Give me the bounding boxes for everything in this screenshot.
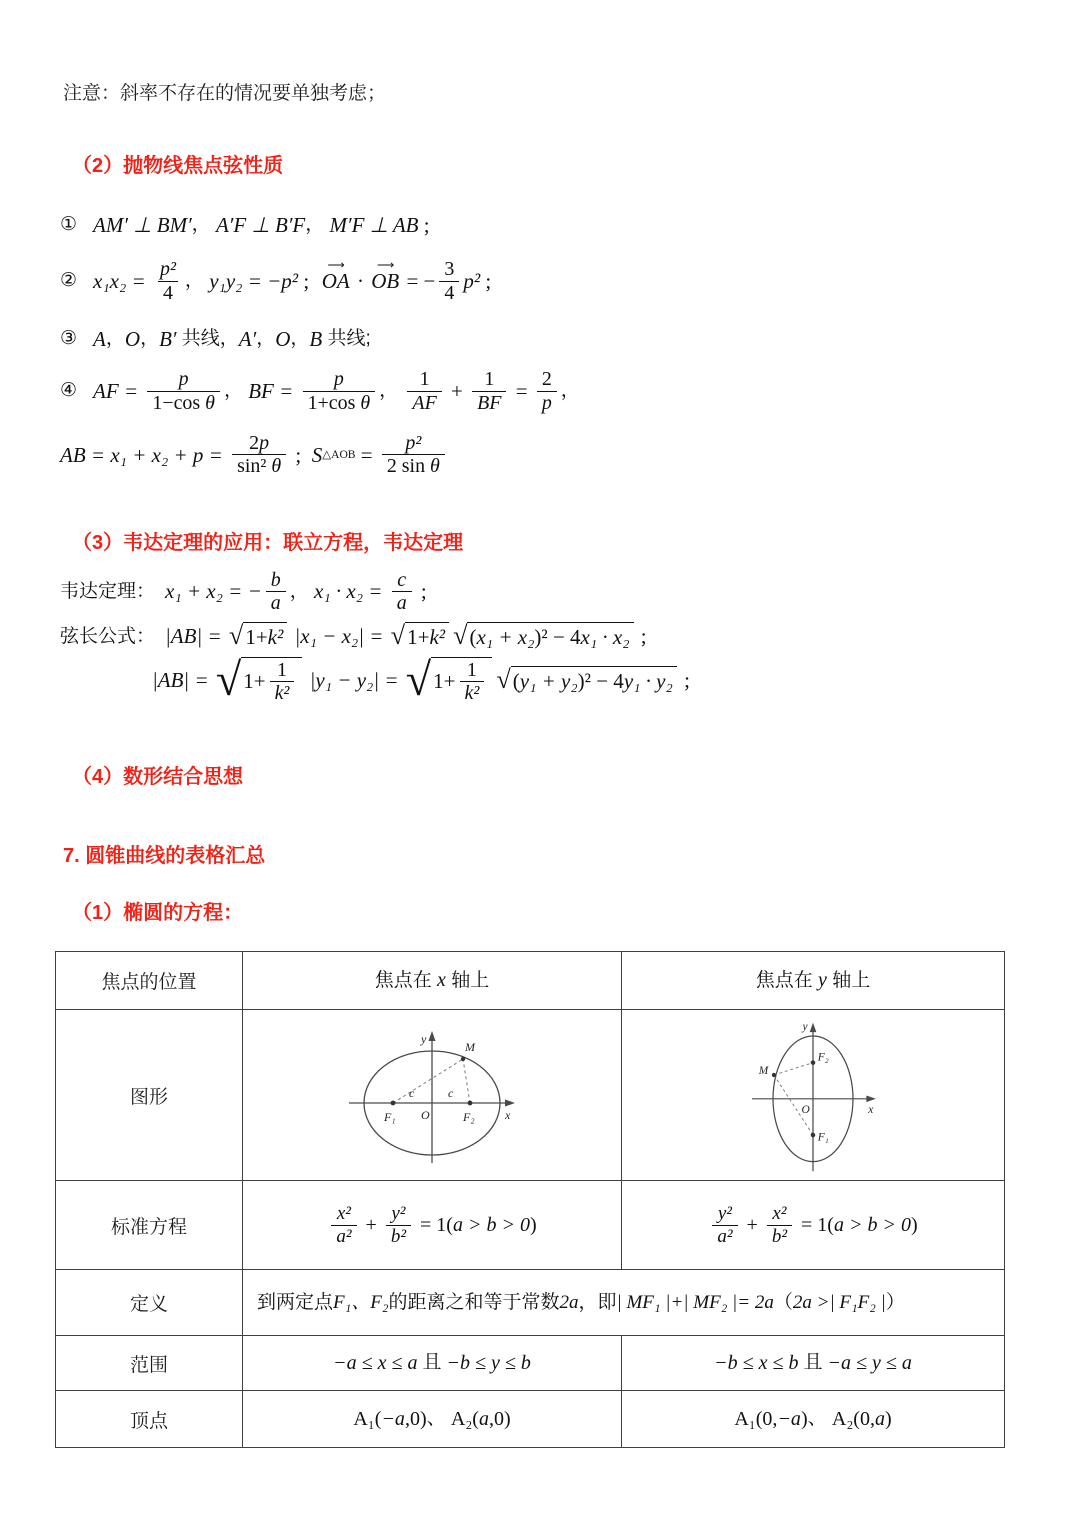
cell-range-x — [243, 1336, 622, 1391]
formula-line-2 — [60, 258, 1020, 304]
formula-products: x₁x₂ = $\frac{\text{p²}}{4}$ ， y₁y₂ = −p² ; OA ⟶ · OB ⟶ = − $\frac{3}{4}$ p² ; — [93, 258, 491, 304]
table-row — [56, 1010, 1005, 1181]
heading-conic-table-summary: 7. 圆锥曲线的表格汇总 — [63, 845, 266, 868]
row-label-range: 范围 — [56, 1336, 243, 1391]
cell-standard-y — [622, 1181, 1005, 1270]
fig2-label-F2: F₂ — [817, 1051, 829, 1064]
cell-figure-y — [622, 1010, 1005, 1181]
row-label-standard: 标准方程 — [56, 1181, 243, 1270]
fig1-label-c-left: c — [409, 1086, 415, 1101]
fig1-label-c-right: c — [448, 1086, 454, 1101]
cell-vertex-x — [243, 1391, 622, 1448]
formula-collinear: A ， O ， B′ 共线， A′ ， O ， B 共线; — [93, 326, 371, 351]
standard-equation-x: $\frac{\text{x²}}{\text{a²}}$ + $\frac{\text{y²}}{\text{b²}}$ = 1( a > b > 0 ) — [243, 1203, 621, 1247]
item-marker-3: ③ — [60, 327, 78, 350]
fig2-label-M: M — [758, 1065, 769, 1078]
header-focus-on-y-text: 焦点在 y 轴上 — [755, 969, 871, 992]
ellipse-summary-table — [55, 951, 1005, 1448]
cell-definition — [243, 1270, 1005, 1336]
header-focus-on-y — [622, 952, 1005, 1010]
table-row — [56, 1336, 1005, 1391]
heading-ellipse-equation: （1）椭圆的方程： — [72, 902, 244, 925]
vieta-line — [60, 569, 1020, 615]
table-row — [56, 1391, 1005, 1448]
heading-parabola-focal-chord: （2）抛物线焦点弦性质 — [72, 155, 284, 177]
vertex-x: A₁( −a ,0) 、 A₂( a ,0) — [353, 1407, 511, 1430]
vieta-label: 韦达定理： — [60, 580, 156, 602]
fig1-label-x: x — [505, 1108, 511, 1123]
row-label-definition: 定义 — [56, 1270, 243, 1336]
note-line: 注意：斜率不存在的情况要单独考虑； — [63, 83, 387, 104]
row-label-vertex: 顶点 — [56, 1391, 243, 1448]
cell-range-y — [622, 1336, 1005, 1391]
formula-chord-y: |AB| = √ 1+ $\frac{1}{\text{k²}}$ |y₁ − y₂| = √ 1+ $\frac{1}{\text{k²}}$ √ ( y₁ + y₂ )² − 4 y₁ · y₂ ; — [152, 654, 690, 706]
formula-line-1 — [60, 212, 1020, 238]
fig1-label-M: M — [465, 1040, 475, 1055]
range-x: −a ≤ x ≤ a 且 −b ≤ y ≤ b — [333, 1351, 531, 1374]
item-marker-1: ① — [60, 213, 78, 236]
fig2-label-y: y — [802, 1021, 808, 1034]
chord-label: 弦长公式： — [60, 625, 156, 647]
formula-chord-area: AB = x₁ + x₂ + p = 2 p sin² θ ; S △AOB = p² 2 sin θ — [60, 432, 449, 478]
item-marker-2: ② — [60, 269, 78, 292]
range-y: −b ≤ x ≤ b 且 −a ≤ y ≤ a — [714, 1351, 912, 1374]
table-row — [56, 1181, 1005, 1270]
fig1-label-y: y — [421, 1032, 427, 1047]
item-marker-4: ④ — [60, 379, 78, 402]
fig2-label-O: O — [801, 1104, 810, 1117]
cell-standard-x — [243, 1181, 622, 1270]
heading-number-shape: （4）数形结合思想 — [72, 766, 244, 789]
definition-text: 到两定点 F₁、F₂ 的距离之和等于常数 2a ，即 | MF₁ |+| MF₂ |= 2a （ 2a >| F₁F₂ | ） — [257, 1291, 905, 1313]
formula-line-3 — [60, 326, 1020, 352]
table-row — [56, 1270, 1005, 1336]
formula-vieta: x₁ + x₂ = − $\frac{b}{a}$ ， x₁ · x₂ = $\frac{c}{a}$ ; — [165, 568, 427, 614]
chord-length-line-1 — [60, 622, 1020, 650]
fig1-label-O: O — [421, 1108, 430, 1123]
fig1-label-F2: F₂ — [463, 1110, 475, 1125]
vertex-y: A₁(0, −a ) 、 A₂(0, a ) — [734, 1407, 892, 1430]
formula-line-4 — [60, 368, 1020, 414]
fig1-label-F1: F₁ — [384, 1110, 396, 1125]
cell-figure-x — [243, 1010, 622, 1181]
cell-vertex-y — [622, 1391, 1005, 1448]
ellipse-figure-x-axis — [337, 1021, 527, 1169]
ellipse-figure-y-axis — [733, 1015, 893, 1175]
formula-line-5 — [60, 432, 1020, 478]
formula-perpendicular: AM′ ⊥ BM′ ， A′F ⊥ B′F ， M′F ⊥ AB ; — [93, 213, 430, 237]
fig2-label-x: x — [868, 1104, 874, 1117]
standard-equation-y: $\frac{\text{y²}}{\text{a²}}$ + $\frac{\text{x²}}{\text{b²}}$ = 1( a > b > 0 ) — [622, 1203, 1004, 1247]
formula-chord-x: |AB| = √ 1+ k² |x₁ − x₂| = √ 1+ k² √ ( x₁ + x₂ )² − 4 x₁ · x₂ ; — [165, 621, 647, 651]
header-focus-position: 焦点的位置 — [56, 952, 243, 1010]
formula-focal-radius: AF = p 1−cos θ ， BF = p 1+cos θ ， $\frac{1}{AF}$ + $\frac{1}{BF}$ = $\frac{2}{p}$ ， — [93, 368, 580, 414]
header-focus-on-x — [243, 952, 622, 1010]
table-row — [56, 952, 1005, 1010]
heading-vieta-application: （3）韦达定理的应用：联立方程，韦达定理 — [72, 531, 464, 554]
fig2-label-F1: F₁ — [817, 1131, 829, 1144]
row-label-figure: 图形 — [56, 1010, 243, 1181]
chord-length-line-2 — [152, 654, 1020, 706]
header-focus-on-x-text: 焦点在 x 轴上 — [374, 969, 490, 992]
